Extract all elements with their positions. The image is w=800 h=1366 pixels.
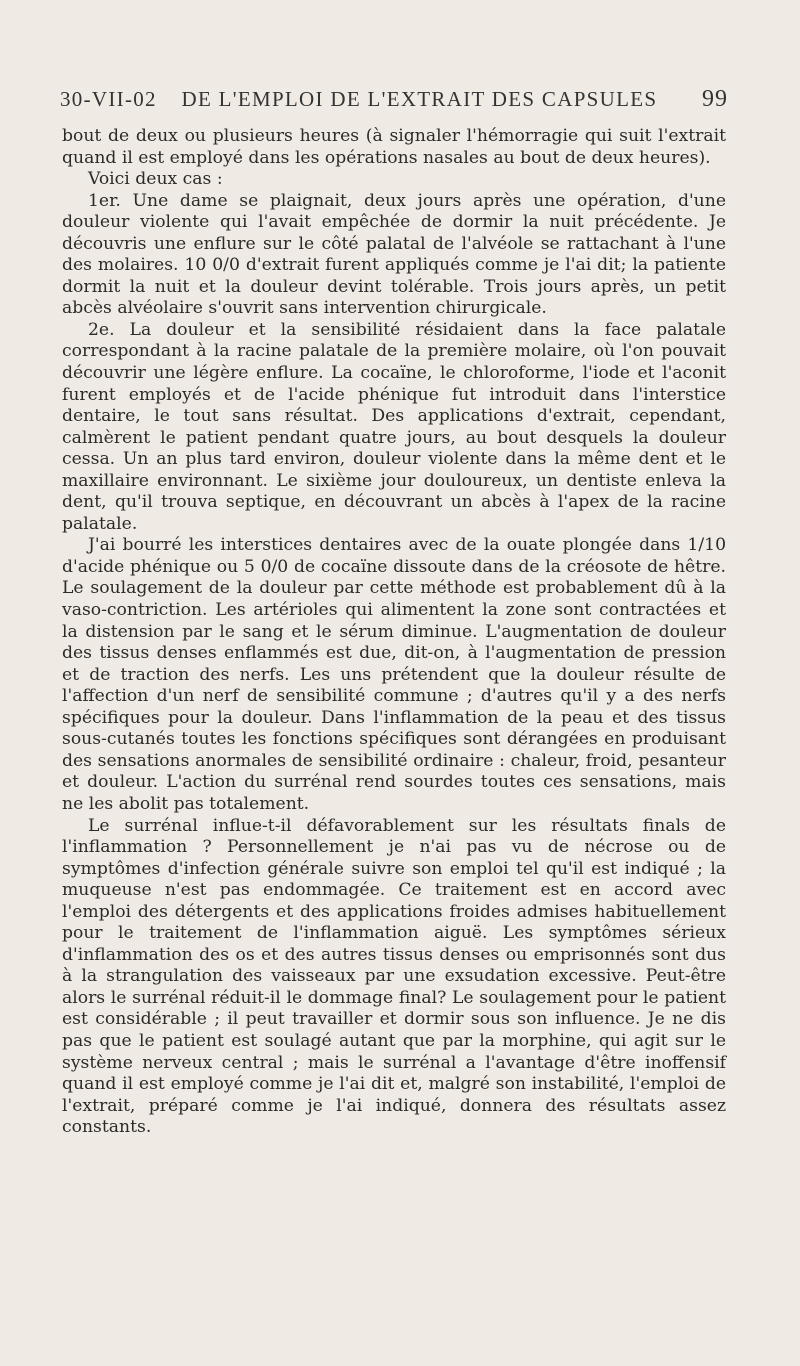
paragraph-treatment: J'ai bourré les interstices dentaires avec de la ouate plongée dans 1/10 d'acide phénique ou 5 0/0 de cocaïne dissoute dans de la créosote de hêtre. Le soulagement de la douleur par cette méthode est probablement dû à la vaso-contriction. Les artérioles qui alimentent la zone sont contractées et la distension par le sang et le sérum diminue. L'augmentation de douleur des tissus denses enflammés est due, dit-on, à l'augmentation de pression et de traction des nerfs. Les uns prétendent que la douleur résulte de l'affection d'un nerf de sensibilité commune ; d'autres qu'il y a des nerfs spécifiques pour la douleur. Dans l'inflammation de la peau et des tissus sous-cutanés toutes les fonctions spécifiques sont dérangées en produisant des sensations anormales de sensibilité ordinaire : chaleur, froid, pesanteur et douleur. L'action du surrénal rend sourdes toutes ces sensations, mais ne les abolit pas totalement.	[62, 535, 726, 814]
paragraph-continuation: bout de deux ou plusieurs heures (à signaler l'hémorragie qui suit l'extrait quand il est employé dans les opérations nasales au bout de deux heures).	[62, 126, 726, 168]
running-header	[60, 86, 728, 113]
paragraph-case-2: 2e. La douleur et la sensibilité résidaient dans la face palatale correspondant à la racine palatale de la première molaire, où l'on pouvait découvrir une légère enflure. La cocaïne, le chloroforme, l'iode et l'aconit furent employés et de l'acide phénique fut introduit dans l'interstice dentaire, le tout sans résultat. Des applications d'extrait, cependant, calmèrent le patient pendant quatre jours, au bout desquels la douleur cessa. Un an plus tard environ, douleur violente dans la même dent et le maxillaire environnant. Le sixième jour douloureux, un dentiste enleva la dent, qu'il trouva septique, en découvrant un abcès à l'apex de la racine palatale.	[62, 319, 726, 534]
paragraph-intro-cases: Voici deux cas :	[88, 169, 223, 190]
page-number: 99	[702, 86, 728, 112]
page-body	[62, 126, 726, 1139]
paragraph-case-1: 1er. Une dame se plaignait, deux jours après une opération, d'une douleur violente qui l'avait empêchée de dormir la nuit précédente. Je découvris une enflure sur le côté palatal de l'alvéole se rattachant à l'une des molaires. 10 0/0 d'extrait furent appliqués comme je l'ai dit; la patiente dormit la nuit et la douleur devint tolérable. Trois jours après, un petit abcès alvéolaire s'ouvrit sans intervention chirurgicale.	[62, 190, 726, 319]
header-date: 30-VII-02	[60, 87, 157, 111]
header-title: DE L'EMPLOI DE L'EXTRAIT DES CAPSULES	[181, 87, 658, 111]
paragraph-inflammation: Le surrénal influe-t-il défavorablement sur les résultats finals de l'inflammation ? Personnellement je n'ai pas vu de nécrose ou de symptômes d'infection générale suivre son emploi tel qu'il est indiqué ; la muqueuse n'est pas endommagée. Ce traitement est en accord avec l'emploi des détergents et des applications froides admises habituellement pour le traitement de l'inflammation aiguë. Les symptômes sérieux d'inflammation des os et des autres tissus denses ou emprisonnés sont dus à la strangulation des vaisseaux par une exsudation excessive. Peut-être alors le surrénal réduit-il le dommage final? Le soulagement pour le patient est considérable ; il peut travailler et dormir sous son influence. Je ne dis pas que le patient est soulagé autant que par la morphine, qui agit sur le système nerveux central ; mais le surrénal a l'avantage d'être inoffensif quand il est employé comme je l'ai dit et, malgré son instabilité, l'emploi de l'extrait, préparé comme je l'ai indiqué, donnera des résultats assez constants.	[62, 815, 726, 1138]
